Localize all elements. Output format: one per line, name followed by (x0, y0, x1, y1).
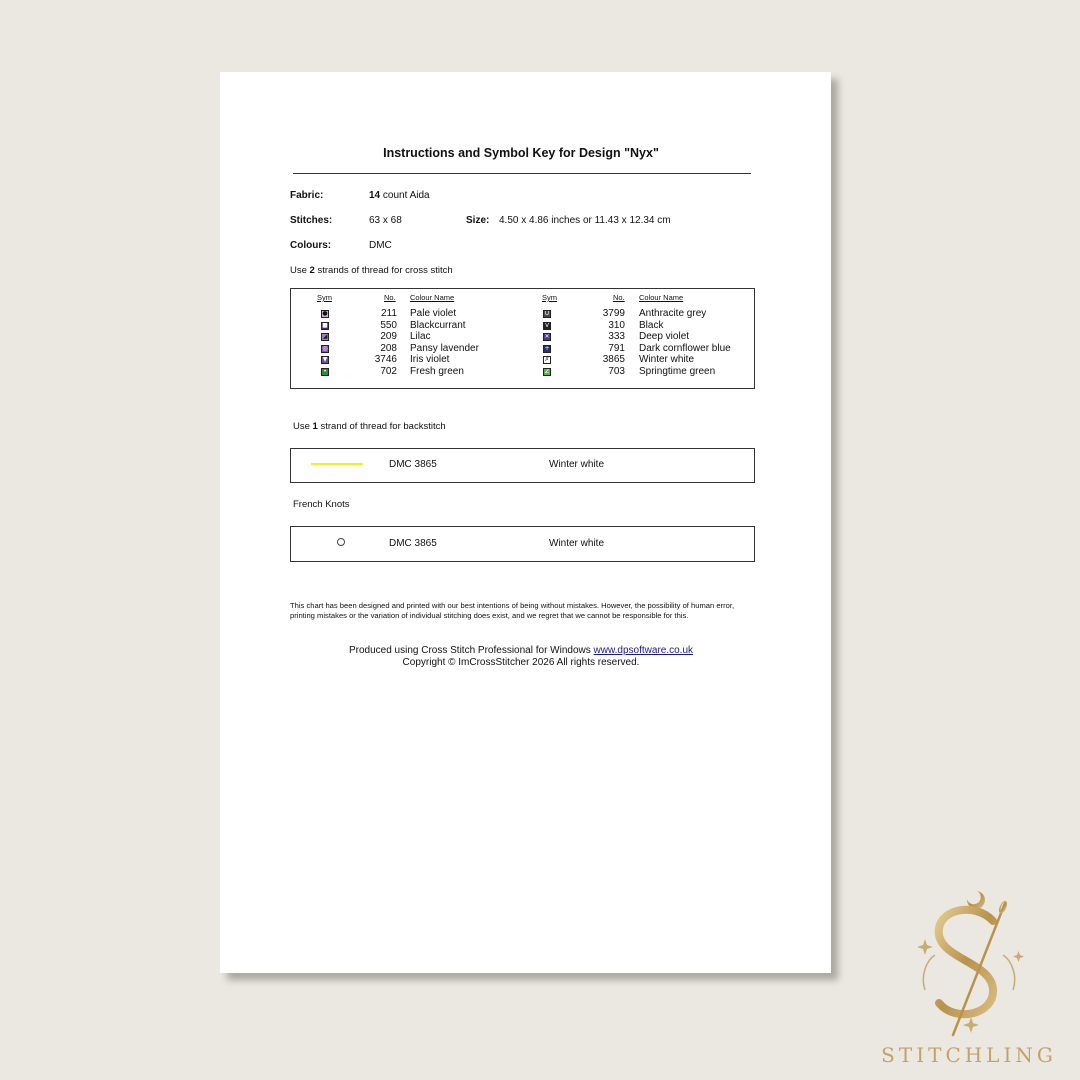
dmc-number: 333 (608, 331, 625, 343)
thread-symbol-icon: ✗ (544, 356, 550, 364)
colour-name: Iris violet (410, 354, 450, 366)
backstitch-note (293, 421, 446, 432)
key-row-right (291, 331, 754, 343)
disclaimer: This chart has been designed and printed with our best intentions of being without mistakes. However, the possibility of human error, printing mistakes or the variation of individual stitching does exist, and we regret that we cannot be responsible for this. (290, 601, 735, 620)
french-knots-label: French Knots (293, 499, 350, 510)
backstitch-note-suffix: strand of thread for backstitch (317, 421, 446, 432)
key-row-right (291, 354, 754, 366)
no-header-right: No. (613, 293, 625, 302)
dmc-number: 3865 (602, 354, 625, 366)
french-knot-colour-name: Winter white (549, 538, 605, 549)
french-knot-symbol-icon (337, 538, 345, 546)
key-row-right (291, 366, 754, 378)
backstitch-code: DMC 3865 (389, 459, 437, 470)
fabric-label: Fabric: (290, 190, 324, 201)
thread-symbol-icon: ✕ (544, 333, 550, 341)
instruction-page (220, 72, 831, 973)
colour-name: Deep violet (639, 331, 690, 343)
cross-note-prefix: Use (290, 265, 310, 276)
brand-name: STITCHLING (881, 1043, 1057, 1067)
thread-symbol-icon: V (544, 321, 550, 329)
colours-label: Colours: (290, 240, 332, 251)
french-knot-code: DMC 3865 (389, 538, 437, 549)
colour-name: Winter white (639, 354, 695, 366)
colour-name: Pale violet (410, 308, 457, 319)
colour-name: Dark cornflower blue (639, 342, 731, 354)
dmc-number: 3746 (374, 354, 397, 366)
colour-name: Black (639, 319, 664, 331)
stitches-value: 63 x 68 (369, 215, 402, 226)
document-title: Instructions and Symbol Key for Design "Nyx" (383, 146, 659, 160)
thread-symbol-icon: + (544, 344, 550, 352)
colour-name: Anthracite grey (639, 308, 707, 319)
thread-symbol-icon: Z (544, 368, 550, 375)
thread-symbol-icon: • (321, 368, 329, 376)
dmc-number: 703 (608, 366, 625, 377)
size-label: Size: (466, 215, 490, 226)
sym-header-left: Sym (317, 293, 332, 302)
backstitch-strand-count: 1 (312, 421, 318, 432)
key-row-right (291, 308, 754, 320)
cross-strand-count: 2 (309, 265, 315, 276)
key-row-right (291, 320, 754, 332)
colour-name: Pansy lavender (410, 342, 479, 354)
fabric-count: 14 (369, 190, 381, 201)
dmc-number: 310 (608, 319, 625, 331)
backstitch-colour-name: Winter white (549, 459, 605, 470)
thread-symbol-icon: ■ (322, 321, 328, 329)
fabric-value (369, 190, 430, 201)
cross-note-suffix: strands of thread for cross stitch (314, 265, 453, 276)
cross-stitch-note (290, 265, 453, 276)
stitches-label: Stitches: (290, 215, 333, 226)
dmc-number: 550 (380, 319, 397, 331)
thread-symbol-icon: U (544, 310, 550, 317)
produced-by (220, 645, 822, 669)
backstitch-note-prefix: Use (293, 421, 313, 432)
dmc-number: 3799 (602, 308, 625, 319)
colour-name: Fresh green (410, 366, 464, 377)
colour-name: Lilac (410, 331, 431, 343)
backstitch-key-box (290, 448, 755, 483)
french-knots-key-box (290, 526, 755, 562)
name-header-left: Colour Name (410, 293, 455, 302)
backstitch-line-sample (311, 463, 363, 465)
dmc-number: 208 (380, 342, 397, 354)
size-value: 4.50 x 4.86 inches or 11.43 x 12.34 cm (499, 215, 671, 226)
thread-symbol-icon: ◢ (322, 333, 328, 341)
name-header-right: Colour Name (639, 293, 684, 302)
thread-symbol-icon: ▼ (322, 356, 328, 364)
thread-symbol-icon: ◎ (322, 344, 328, 352)
title-divider (293, 173, 751, 174)
no-header-left: No. (384, 293, 396, 302)
key-row-right (291, 343, 754, 355)
symbol-key-table (290, 288, 755, 389)
dmc-number: 209 (380, 331, 397, 343)
dmc-number: 791 (608, 342, 625, 354)
colour-name: Blackcurrant (410, 319, 466, 331)
colours-value: DMC (369, 240, 392, 251)
sym-header-right: Sym (542, 293, 557, 302)
copyright: Copyright © ImCrossStitcher 2026 All rights reserved. (402, 657, 640, 668)
colour-name: Springtime green (639, 366, 716, 377)
fabric-type: count Aida (380, 190, 430, 201)
thread-symbol-icon: ● (322, 310, 328, 317)
produced-text: Produced using Cross Stitch Professional for Windows (348, 645, 594, 656)
dmc-number: 702 (380, 366, 397, 377)
software-link[interactable]: www.dpsoftware.co.uk (593, 645, 694, 656)
dmc-number: 211 (381, 308, 397, 319)
